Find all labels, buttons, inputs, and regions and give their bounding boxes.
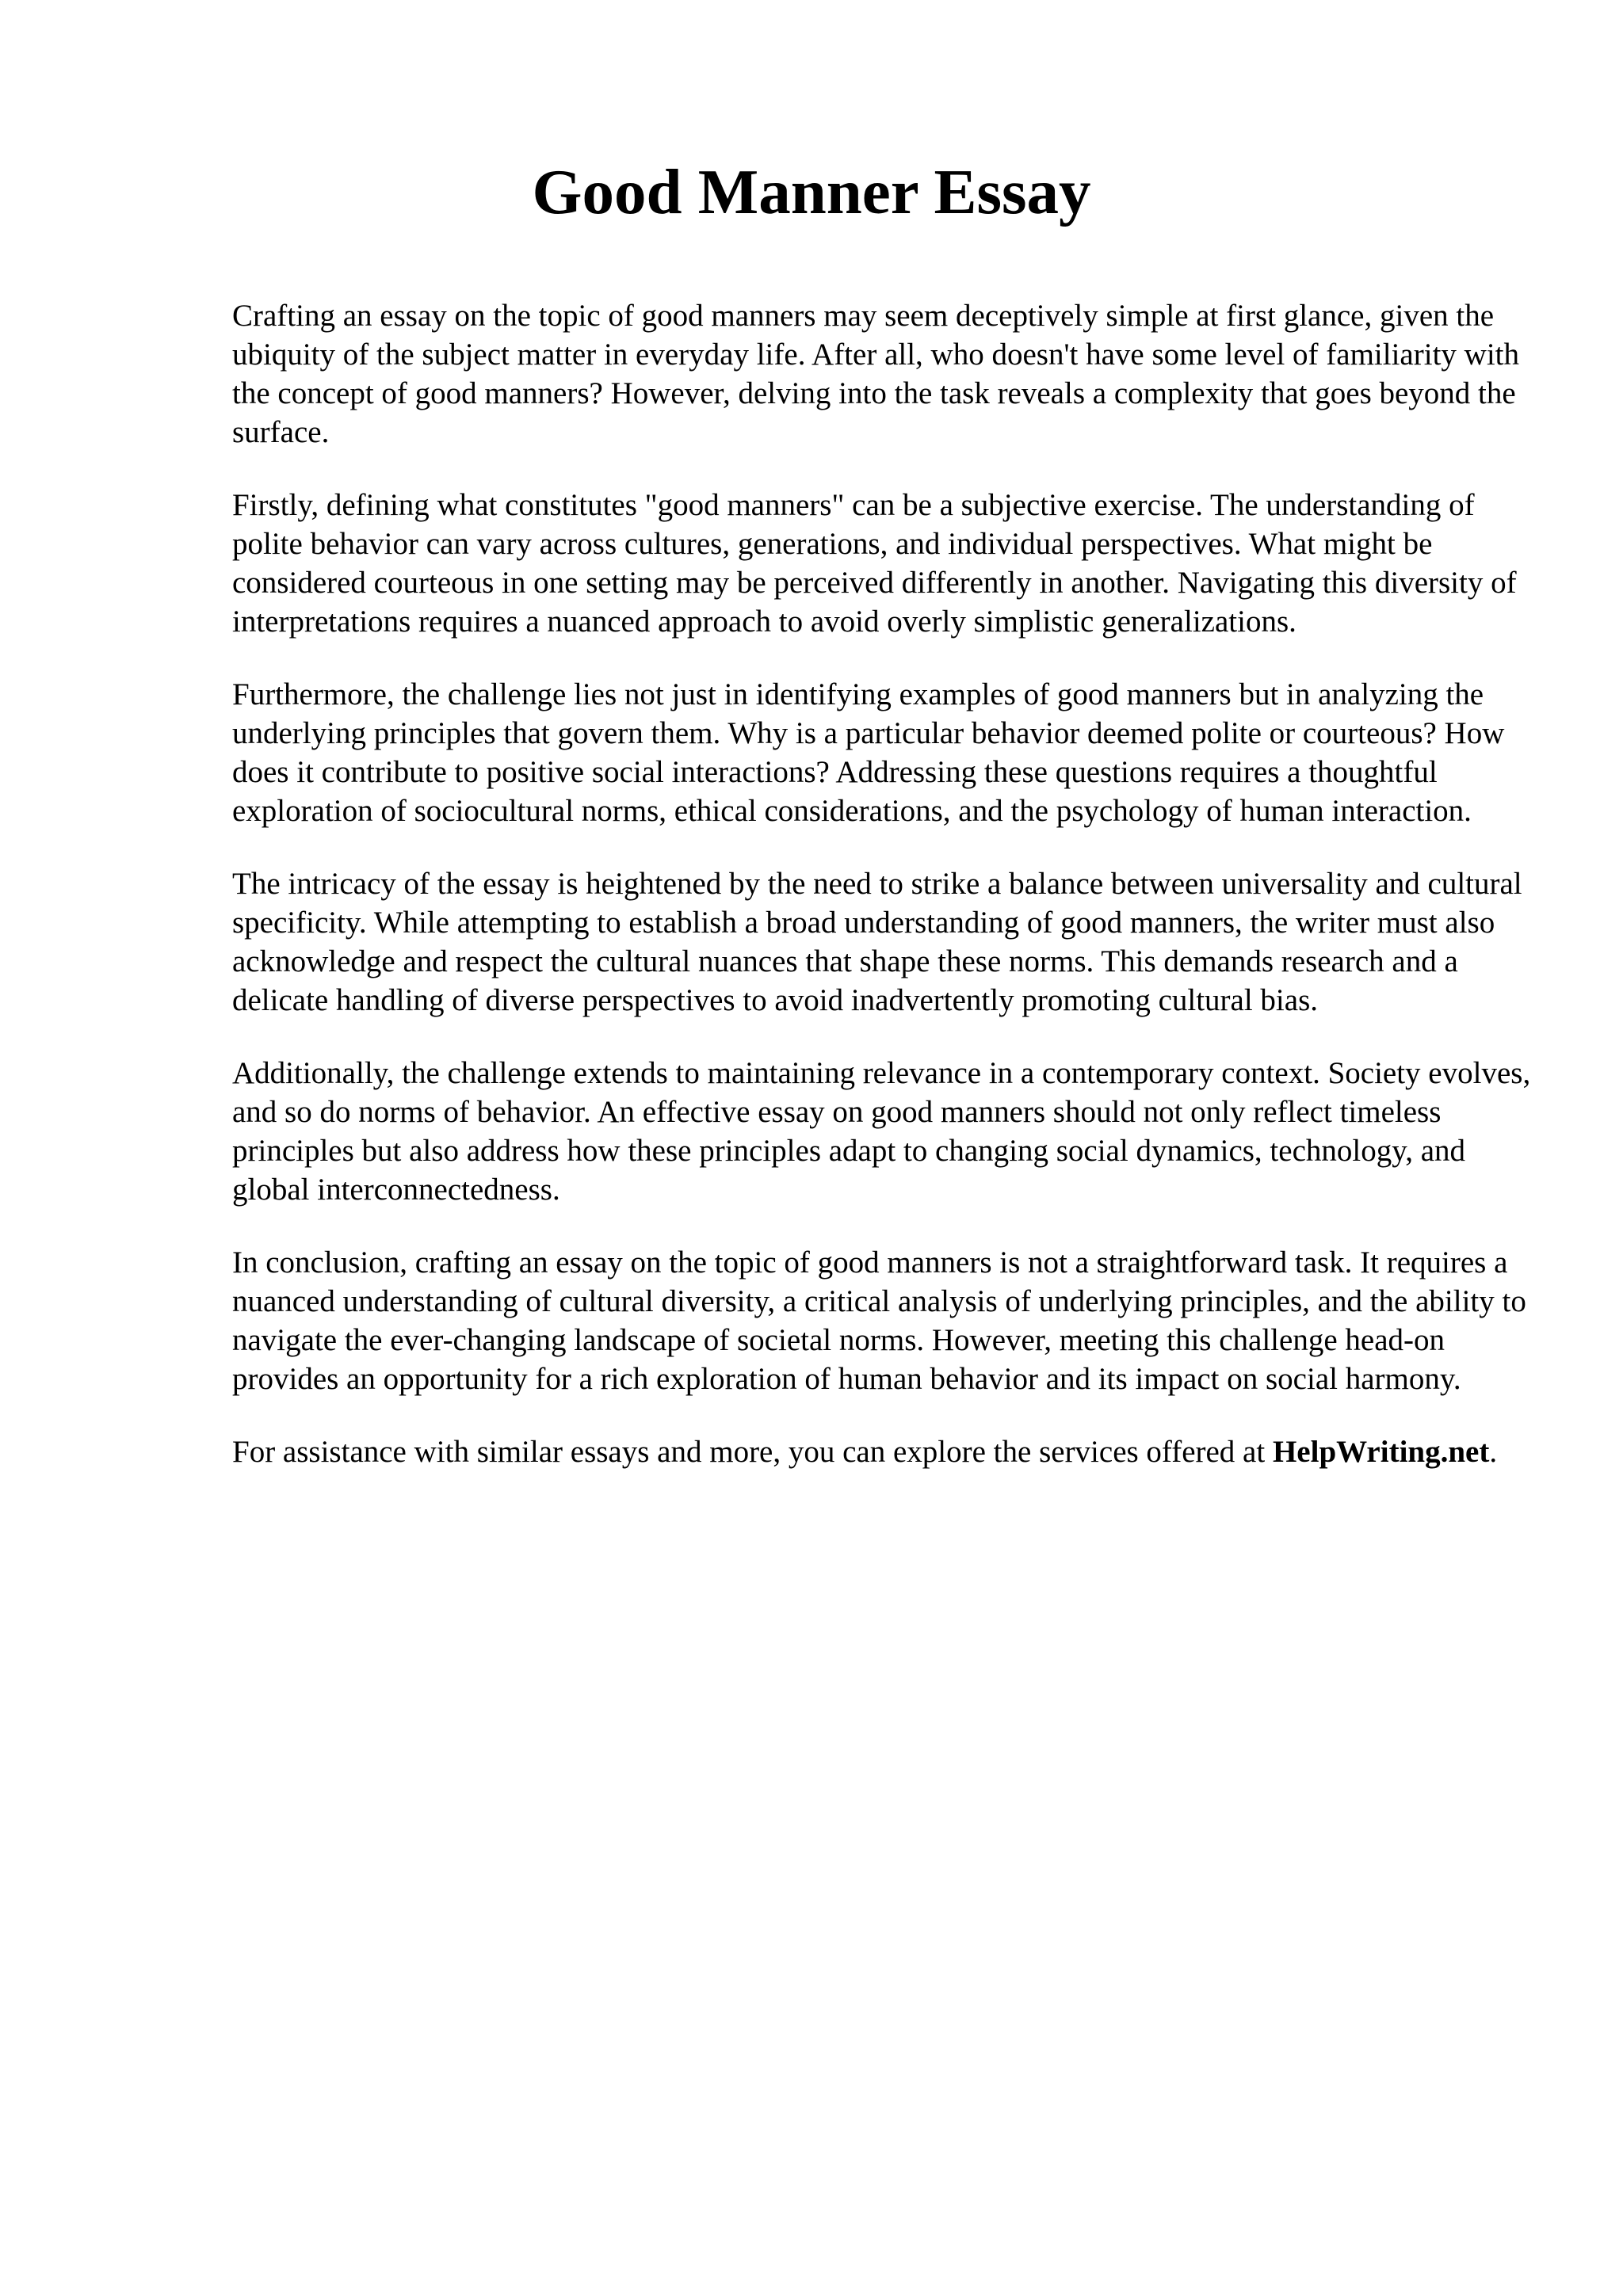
paragraph-intro: Crafting an essay on the topic of good manners may seem deceptively simple at first glance, given the ubiquity of the subject matter in everyday life. After all, who doesn't have some level of familiarity with the concept of good manners? However, delving into the task reveals a complexity that goes beyond the surface.	[232, 299, 1519, 449]
closing-text: For assistance with similar essays and more, you can explore the services offered at	[232, 1435, 1266, 1469]
paragraph-closing	[232, 1432, 1548, 1471]
paragraph-cultural-balance: The intricacy of the essay is heightened by the need to strike a balance between universality and cultural specificity. While attempting to establish a broad understanding of good manners, the writer must also acknowledge and respect the cultural nuances that shape these norms. This demands research and a delicate handling of diverse perspectives to avoid inadvertently promoting cultural bias.	[232, 867, 1522, 1017]
document-title: Good Manner Essay	[532, 156, 1091, 227]
paragraph-relevance: Additionally, the challenge extends to maintaining relevance in a contemporary context. Society evolves, and so do norms of behavior. An effective essay on good manners should not only reflect timeless principles but also address how these principles adapt to changing social dynamics, technology, and global interconnectedness.	[232, 1056, 1531, 1207]
paragraph-definition: Firstly, defining what constitutes "good manners" can be a subjective exercise. The understanding of polite behavior can vary across cultures, generations, and individual perspectives. What might be considered courteous in one setting may be perceived differently in another. Navigating this diversity of interpretations requires a nuanced approach to avoid overly simplistic generalizations.	[232, 488, 1517, 639]
paragraph-conclusion: In conclusion, crafting an essay on the topic of good manners is not a straightforward task. It requires a nuanced understanding of cultural diversity, a critical analysis of underlying principles, and the ability to navigate the ever-changing landscape of societal norms. However, meeting this challenge head-on provides an opportunity for a rich exploration of human behavior and its impact on social harmony.	[232, 1245, 1526, 1396]
document-body	[232, 296, 1548, 1471]
closing-period: .	[1489, 1435, 1498, 1469]
helpwriting-link[interactable]: HelpWriting.net	[1272, 1435, 1490, 1469]
paragraph-principles: Furthermore, the challenge lies not just in identifying examples of good manners but in analyzing the underlying principles that govern them. Why is a particular behavior deemed polite or courteous? How does it contribute to positive social interactions? Addressing these questions requires a thoughtful exploration of sociocultural norms, ethical considerations, and the psychology of human interaction.	[232, 677, 1505, 828]
